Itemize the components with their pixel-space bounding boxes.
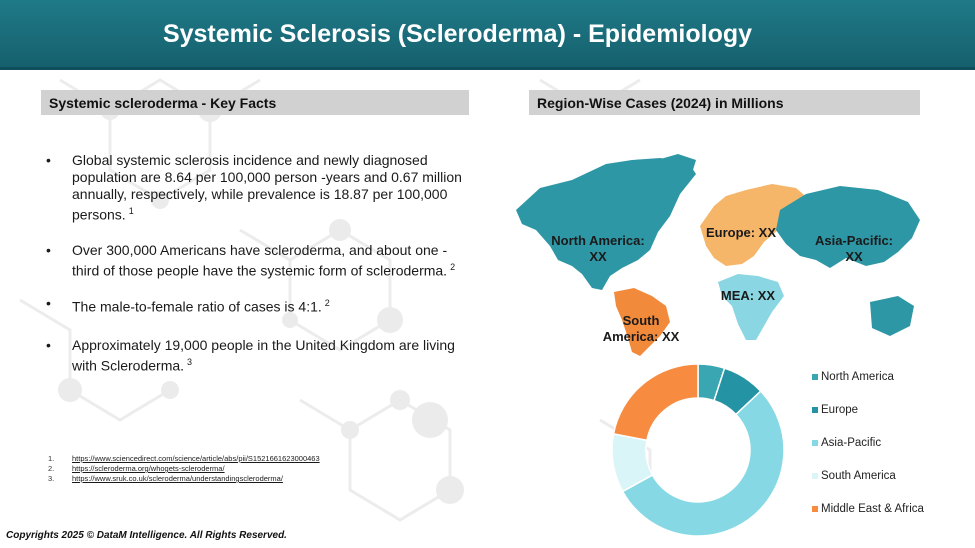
copyright-notice: Copyrights 2025 © DataM Intelligence. All Rights Reserved. — [6, 530, 287, 541]
legend-label: Europe — [821, 404, 859, 416]
reference-link[interactable]: https://www.sciencedirect.com/science/article/abs/pii/S1521661623000463 — [72, 454, 320, 463]
legend-swatch — [812, 440, 818, 446]
fact-item — [40, 337, 470, 375]
reference-item — [48, 454, 320, 464]
map-label-south-america: South America: XX — [602, 313, 680, 344]
title-bar — [0, 0, 975, 70]
legend-swatch — [812, 374, 818, 380]
region-oceania — [870, 296, 914, 336]
reference-number: 2. — [48, 464, 55, 473]
legend-swatch — [812, 473, 818, 479]
legend-label: South America — [821, 470, 896, 482]
bullet-icon: • — [46, 336, 51, 353]
key-facts-list — [40, 150, 470, 375]
key-facts-header: Systemic scleroderma - Key Facts — [41, 90, 469, 115]
legend-item — [812, 502, 924, 516]
legend-item — [812, 370, 894, 384]
legend-item — [812, 469, 896, 483]
page-title: Systemic Sclerosis (Scleroderma) - Epidemiology — [162, 20, 753, 48]
legend-swatch — [812, 407, 818, 413]
region-donut-chart — [603, 360, 793, 540]
fact-text: Global systemic sclerosis incidence and newly diagnosed population are 8.64 per 100,000 person -years and 0.67 million annually, respectively, while prevalence is 18.87 per 100,000 persons. — [72, 152, 462, 223]
references-list — [48, 454, 320, 484]
region-cases-header: Region-Wise Cases (2024) in Millions — [529, 90, 920, 115]
map-label-north-america: North America: XX — [551, 233, 645, 264]
reference-number: 3. — [48, 474, 55, 483]
fact-item — [40, 242, 470, 280]
bullet-icon: • — [46, 295, 51, 312]
fact-ref: 3 — [187, 356, 193, 367]
fact-item — [40, 295, 470, 316]
fact-text: Over 300,000 Americans have scleroderma, and about one - third of those people have the systemic form of scleroderma. — [72, 241, 448, 279]
map-label-mea: MEA: XX — [720, 288, 776, 303]
fact-ref: 2 — [450, 261, 456, 272]
fact-text: Approximately 19,000 people in the United Kingdom are living with Scleroderma. — [72, 336, 455, 374]
reference-link[interactable]: https://www.sruk.co.uk/scleroderma/understandingscleroderma/ — [72, 474, 283, 483]
fact-ref: 1 — [128, 206, 134, 216]
fact-ref: 2 — [324, 298, 330, 309]
fact-item — [40, 152, 470, 224]
legend-label: North America — [821, 371, 894, 383]
reference-item — [48, 464, 320, 474]
legend-item — [812, 436, 881, 450]
donut-slice-middle-east-africa — [614, 364, 698, 440]
reference-item — [48, 474, 320, 484]
bullet-icon: • — [46, 241, 51, 258]
fact-text: The male-to-female ratio of cases is 4:1. — [72, 298, 322, 315]
reference-link[interactable]: https://scleroderma.org/whogets-scleroderma/ — [72, 464, 225, 473]
region-mea — [718, 274, 784, 340]
map-label-europe: Europe: XX — [705, 225, 777, 240]
legend-label: Middle East & Africa — [821, 503, 924, 515]
legend-label: Asia-Pacific — [821, 437, 882, 449]
legend-item — [812, 403, 858, 417]
reference-number: 1. — [48, 454, 55, 463]
legend-swatch — [812, 506, 818, 512]
map-label-asia-pacific: Asia-Pacific: XX — [814, 233, 894, 264]
bullet-icon: • — [46, 152, 51, 168]
